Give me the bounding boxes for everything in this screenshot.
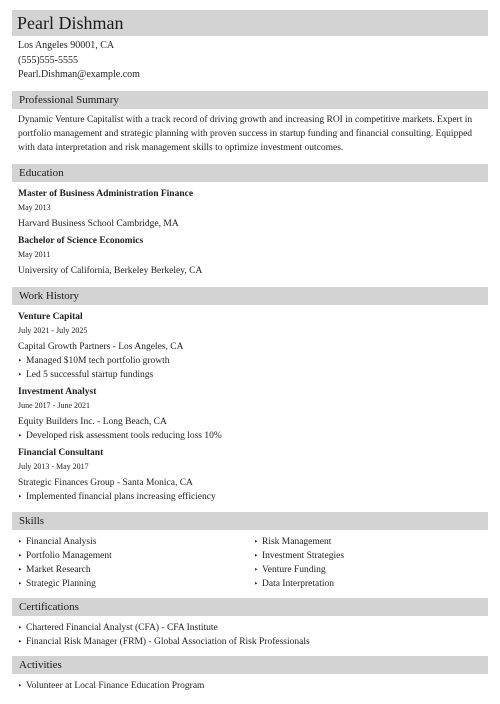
list-item [254,563,484,577]
skill-text: Market Research [26,564,91,575]
job-title: Venture Capital [18,311,83,322]
list-item [254,549,484,563]
section-title: Professional Summary [19,93,119,106]
bullet-icon: ‣ [18,623,23,632]
list-item [18,535,254,549]
skills-grid [12,535,488,591]
candidate-name: Pearl Dishman [17,12,124,33]
job-bullets [18,354,488,382]
bullet-icon: ‣ [18,431,23,440]
education-item [18,187,488,231]
skill-text: Data Interpretation [262,578,335,589]
bullet-text: Managed $10M tech portfolio growth [26,355,170,366]
resume-page [12,10,488,693]
job-dates: July 2013 - May 2017 [18,461,89,471]
bullet-icon: ‣ [18,565,23,574]
skill-text: Portfolio Management [26,550,112,561]
list-item [18,577,254,591]
bullet-text: Implemented financial plans increasing efficiency [26,491,216,502]
company: Equity Builders Inc. - Long Beach, CA [18,416,167,427]
bullet-icon: ‣ [18,537,23,546]
company: Strategic Finances Group - Santa Monica, CA [18,477,193,488]
section-header-education [12,164,488,182]
skill-text: Strategic Planning [26,578,96,589]
graduation-date: May 2013 [18,202,51,212]
job-bullets [18,429,488,443]
list-item [18,563,254,577]
list-item [18,354,488,368]
activity-text: Volunteer at Local Finance Education Program [26,680,205,691]
section-header-summary [12,91,488,109]
bullet-icon: ‣ [254,537,259,546]
activities-list [12,679,488,693]
section-header-certifications [12,598,488,616]
contact-email: Pearl.Dishman@example.com [18,69,140,80]
bullet-icon: ‣ [18,551,23,560]
bullet-icon: ‣ [254,565,259,574]
list-item [18,490,488,504]
bullet-text: Developed risk assessment tools reducing loss 10% [26,430,222,441]
contact-phone: (555)555-5555 [18,54,78,66]
graduation-date: May 2011 [18,249,51,259]
bullet-icon: ‣ [18,637,23,646]
section-header-work-history [12,287,488,305]
bullet-icon: ‣ [254,551,259,560]
section-title: Education [19,166,64,179]
summary-text: Dynamic Venture Capitalist with a track record of driving growth and increasing ROI in competitive markets. Expert in portfolio management and strategic planning with proven success in startup funding and financial consulting. Equipped with data interpretation and risk management skills to optimize investment outcomes. [18,114,473,153]
list-item [18,549,254,563]
skills-column-left [18,535,254,591]
skill-text: Financial Analysis [26,536,97,547]
certification-text: Chartered Financial Analyst (CFA) - CFA Institute [26,622,218,633]
job-title: Investment Analyst [18,386,97,397]
certifications-list [12,621,488,649]
bullet-text: Led 5 successful startup fundings [26,369,154,380]
section-title: Work History [19,289,79,302]
list-item [18,635,488,649]
name-header [12,10,488,36]
job-title: Financial Consultant [18,447,104,458]
bullet-icon: ‣ [18,356,23,365]
bullet-icon: ‣ [18,492,23,501]
section-title: Certifications [19,600,79,613]
degree: Master of Business Administration Finance [18,188,194,199]
company: Capital Growth Partners - Los Angeles, CA [18,341,184,352]
certification-text: Financial Risk Manager (FRM) - Global Association of Risk Professionals [26,636,310,647]
bullet-icon: ‣ [18,370,23,379]
skills-column-right [254,535,484,591]
list-item [254,577,484,591]
job-dates: June 2017 - June 2021 [18,400,90,410]
job-entry [18,446,488,504]
education-list [12,187,488,278]
list-item [18,368,488,382]
school: Harvard Business School Cambridge, MA [18,218,179,229]
section-title: Skills [19,514,45,527]
job-entry [18,385,488,443]
education-item [18,234,488,278]
skill-text: Risk Management [262,536,332,547]
job-dates: July 2021 - July 2025 [18,325,88,335]
bullet-icon: ‣ [254,579,259,588]
contact-info [12,39,488,83]
work-history-list [12,310,488,504]
skill-text: Venture Funding [262,564,326,575]
list-item [18,679,488,693]
job-entry [18,310,488,382]
bullet-icon: ‣ [18,579,23,588]
job-bullets [18,490,488,504]
bullet-icon: ‣ [18,681,23,690]
list-item [18,621,488,635]
section-header-skills [12,512,488,530]
contact-location: Los Angeles 90001, CA [18,40,115,51]
section-title: Activities [19,658,62,671]
section-header-activities [12,656,488,674]
skill-text: Investment Strategies [262,550,345,561]
degree: Bachelor of Science Economics [18,235,144,246]
school: University of California, Berkeley Berkeley, CA [18,265,203,276]
list-item [18,429,488,443]
list-item [254,535,484,549]
